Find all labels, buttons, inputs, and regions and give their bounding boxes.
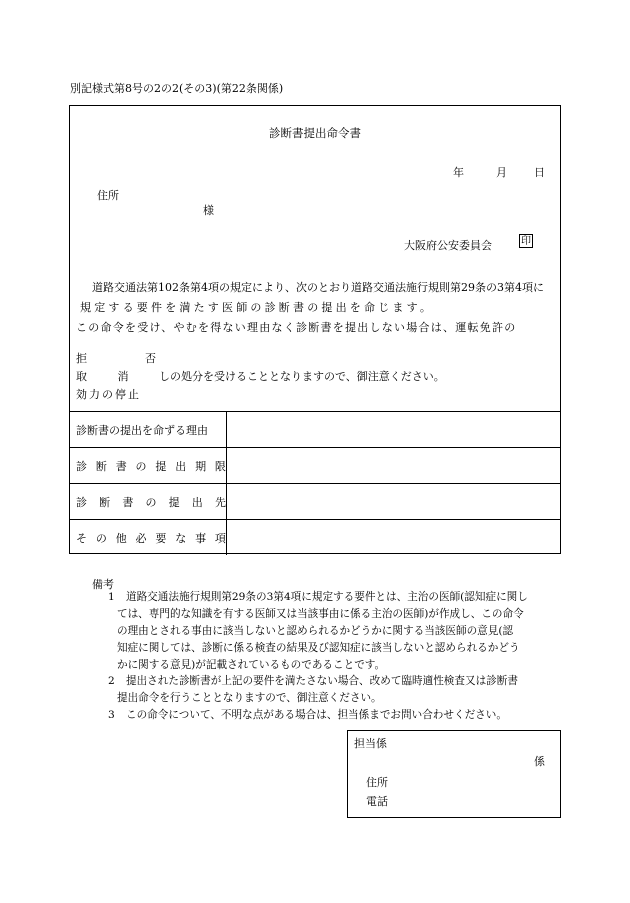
date-day-label: 日 [534,166,545,179]
option-revocation: 取 消 し [76,370,170,383]
note-line: 知症に関しては、診断に係る検査の結果及び認知症に該当しないと認められるかどう [117,642,520,654]
notes-heading: 備考 [92,578,114,591]
table-row [70,412,560,448]
contact-heading: 担当係 [354,737,387,750]
option-revocation-row [76,368,445,384]
order-details-table [70,411,560,555]
body-line-2: 規定する要件を満たす医師の診断書の提出を命じます。 [80,301,435,314]
body-line-3: この命令を受け、やむを得ない理由なく診断書を提出しない場合は、運転免許の [76,321,517,334]
note-number: 1 [108,591,115,603]
table-row-value[interactable] [227,484,561,520]
table-row-value[interactable] [227,520,561,556]
recipient-honorific: 様 [203,204,214,217]
date-month-label: 月 [496,166,507,179]
note-line: この命令について、不明な点がある場合は、担当係までお問い合わせください。 [126,709,507,721]
contact-section-suffix: 係 [534,755,545,768]
table-row [70,484,560,520]
option-refusal: 拒 否 [76,352,156,365]
note-line: ては、専門的な知識を有する医師又は当該事由に係る主治の医師)が作成し、この命令 [117,608,524,620]
table-row-value[interactable] [227,412,561,448]
note-line: 道路交通法施行規則第29条の3第4項に規定する要件とは、主治の医師(認知症に関し [126,591,528,603]
recipient-address-label: 住所 [97,189,119,202]
table-row-label: 診 断 書 の 提 出 先 [70,484,227,520]
document-title: 診断書提出命令書 [269,126,361,140]
table-row-label: そ の 他 必 要 な 事 項 [70,520,227,556]
form-label: 別記様式第8号の2の2(その3)(第22条関係) [70,82,284,95]
table-row-value[interactable] [227,448,561,484]
note-line: 提出命令を行うこととなりますので、御注意ください。 [117,692,382,704]
option-revocation-suffix: の処分を受けることとなりますので、御注意ください。 [170,370,445,383]
option-suspension: 効力の停止 [76,388,141,401]
contact-phone-label: 電話 [366,795,388,808]
note-number: 2 [108,675,115,687]
order-form-box [69,105,561,554]
table-row-label: 診 断 書 の 提 出 期 限 [70,448,227,484]
seal-stamp: 印 [521,236,531,247]
note-line: かに関する意見)が記載されているものであることです。 [117,659,386,671]
issuer-name: 大阪府公安委員会 [404,239,492,252]
table-row [70,520,560,556]
body-line-1: 道路交通法第102条第4項の規定により、次のとおり道路交通法施行規則第29条の3第4項に [92,281,544,294]
date-year-label: 年 [453,166,464,179]
table-row-label: 診断書の提出を命ずる理由 [70,412,227,448]
contact-address-label: 住所 [366,776,388,789]
table-row [70,448,560,484]
note-line: の理由とされる事由に該当しないと認められるかどうかに関する当該医師の意見(認 [117,625,514,637]
note-number: 3 [108,709,115,721]
date-row [453,164,545,180]
note-line: 提出された診断書が上記の要件を満たさない場合、改めて臨時適性検査又は診断書 [126,675,518,687]
contact-box [347,730,561,818]
